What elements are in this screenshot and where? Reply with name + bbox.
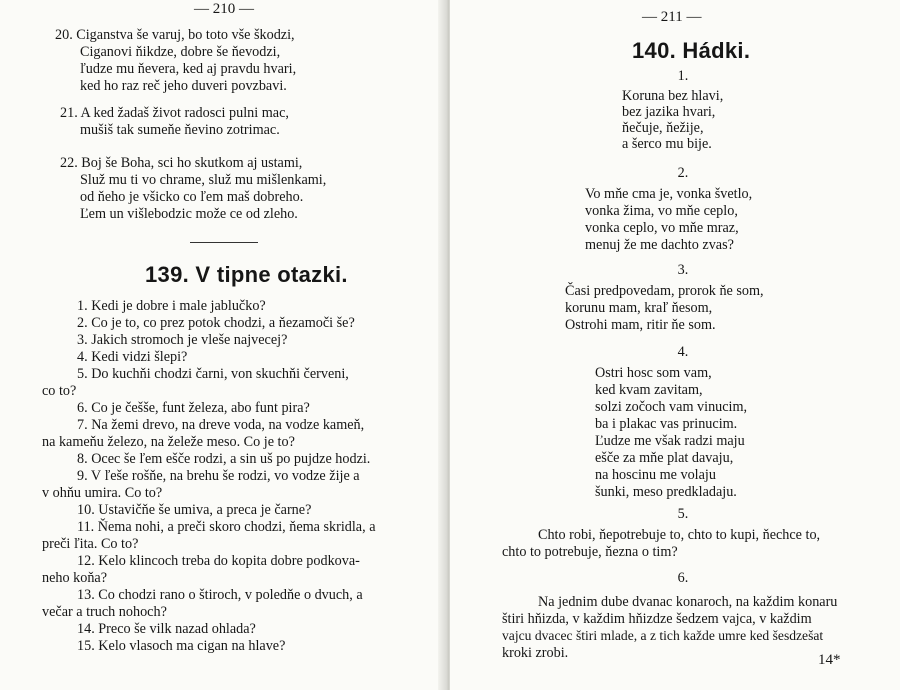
question-line: 5. Do kuchňi chodzi čarni, von skuchňi červeni, (77, 366, 349, 382)
riddle-line: chto to potrebuje, ňezna o tim? (502, 544, 678, 560)
section-heading: 140. Hádki. (632, 38, 751, 63)
text-line: 21. A ked žadaš život radosci pulni mac, (60, 105, 289, 121)
riddle-line: Na jednim dube dvanac konaroch, na každim konaru (538, 594, 838, 610)
riddle-line: kroki zrobi. (502, 645, 569, 661)
riddle-line: Ostrohi mam, ritir ňe som. (565, 317, 716, 333)
riddle-line: Koruna bez hlavi, (622, 88, 724, 104)
text-line: ked ho raz reč jeho duveri povzbavi. (80, 78, 287, 94)
riddle-line: šunki, meso predkladaju. (595, 484, 737, 500)
question-line: 3. Jakich stromoch je vleše najvecej? (77, 332, 288, 348)
riddle-number: 5. (677, 506, 689, 522)
page-number-right: — 211 — (642, 9, 702, 25)
riddle-line: ňečuje, ňežije, (622, 120, 704, 136)
riddle-number: 6. (677, 570, 689, 586)
riddle-line: a šerco mu bije. (622, 136, 712, 152)
question-line: 10. Ustavičňe še umiva, a preca je čarne? (77, 502, 312, 518)
question-line: v ohňu umira. Co to? (42, 485, 163, 501)
riddle-line: Vo mňe cma je, vonka švetlo, (585, 186, 753, 202)
text-line: Ľem un višlebodzic može ce od zleho. (80, 206, 298, 222)
question-line: 4. Kedi vidzi šlepi? (77, 349, 188, 365)
riddle-line: korunu mam, kraľ ňesom, (565, 300, 713, 316)
riddle-line: ba i plakac vas prinucim. (595, 416, 738, 432)
question-line: 12. Kelo klincoch treba do kopita dobre podkova- (77, 553, 360, 569)
riddle-line: solzi zočoch vam vinucim, (595, 399, 748, 415)
riddle-line: vonka ceplo, vo mňe mraz, (585, 220, 739, 236)
text-line: mušiš tak sumeňe ňevino zotrimac. (80, 122, 280, 138)
text-line: 22. Boj še Boha, sci ho skutkom aj ustami, (60, 155, 303, 171)
question-line: 9. V ľeše rošňe, na brehu še rodzi, vo vodze žije a (77, 468, 360, 484)
riddle-line: ked kvam zavitam, (595, 382, 703, 398)
question-line: preči ľita. Co to? (42, 536, 139, 552)
riddle-line: na hoscinu me volaju (595, 467, 716, 483)
question-line: 8. Ocec še ľem ešče rodzi, a sin uš po pujdze hodzi. (77, 451, 371, 467)
text-line: od ňeho je všicko co ľem maš dobreho. (80, 189, 304, 205)
riddle-line: Ostri hosc som vam, (595, 365, 712, 381)
text-line: Služ mu ti vo chrame, služ mu mišlenkami, (80, 172, 327, 188)
left-page (0, 0, 445, 690)
riddle-line: menuj že me dachto zvas? (585, 237, 734, 253)
question-line: neho koňa? (42, 570, 108, 586)
question-line: večar a truch nohoch? (42, 604, 167, 620)
riddle-line: bez jazika hvari, (622, 104, 716, 120)
page-number-left: — 210 — (194, 1, 254, 17)
section-heading: 139. V tipne otazki. (145, 262, 348, 287)
text-line: ľudze mu ňevera, ked aj pravdu hvari, (80, 61, 297, 77)
riddle-line: Časi predpovedam, prorok ňe som, (565, 283, 764, 299)
text-line: 20. Ciganstva še varuj, bo toto vše škodzi, (55, 27, 295, 43)
question-line: 6. Co je češše, funt železa, abo funt pira? (77, 400, 310, 416)
question-line: na kameňu železo, na želeže meso. Co je to? (42, 434, 295, 450)
question-line: 15. Kelo vlasoch ma cigan na hlave? (77, 638, 286, 654)
question-line: 13. Co chodzi rano o štiroch, v poledňe o dvuch, a (77, 587, 363, 603)
question-line: 14. Preco še vilk nazad ohlada? (77, 621, 256, 637)
riddle-number: 4. (677, 344, 689, 360)
riddle-line: vajcu dvacec štiri mlade, a z tich každe umre ked šesdzešat (502, 628, 824, 643)
signature-mark: 14* (818, 652, 841, 668)
section-divider (190, 242, 258, 243)
riddle-line: ešče za mňe plat davaju, (595, 450, 734, 466)
question-line: 1. Kedi je dobre i male jablučko? (77, 298, 266, 314)
riddle-line: štiri hňizda, v každim hňizdze šedzem vajca, v každim (502, 611, 812, 627)
right-page (450, 0, 900, 690)
question-line: co to? (42, 383, 77, 399)
question-line: 2. Co je to, co prez potok chodzi, a ňezamoči še? (77, 315, 355, 331)
riddle-number: 1. (677, 68, 689, 84)
text-line: Ciganovi ňikdze, dobre še ňevodzi, (80, 44, 281, 60)
riddle-line: vonka žima, vo mňe ceplo, (585, 203, 738, 219)
riddle-line: Chto robi, ňepotrebuje to, chto to kupi, ňechce to, (538, 527, 821, 543)
question-line: 7. Na žemi drevo, na dreve voda, na vodze kameň, (77, 417, 365, 433)
question-line: 11. Ňema nohi, a preči skoro chodzi, ňema skridla, a (77, 519, 376, 535)
riddle-number: 3. (677, 262, 689, 278)
riddle-line: Ľudze me však radzi maju (595, 433, 745, 449)
riddle-number: 2. (677, 165, 689, 181)
